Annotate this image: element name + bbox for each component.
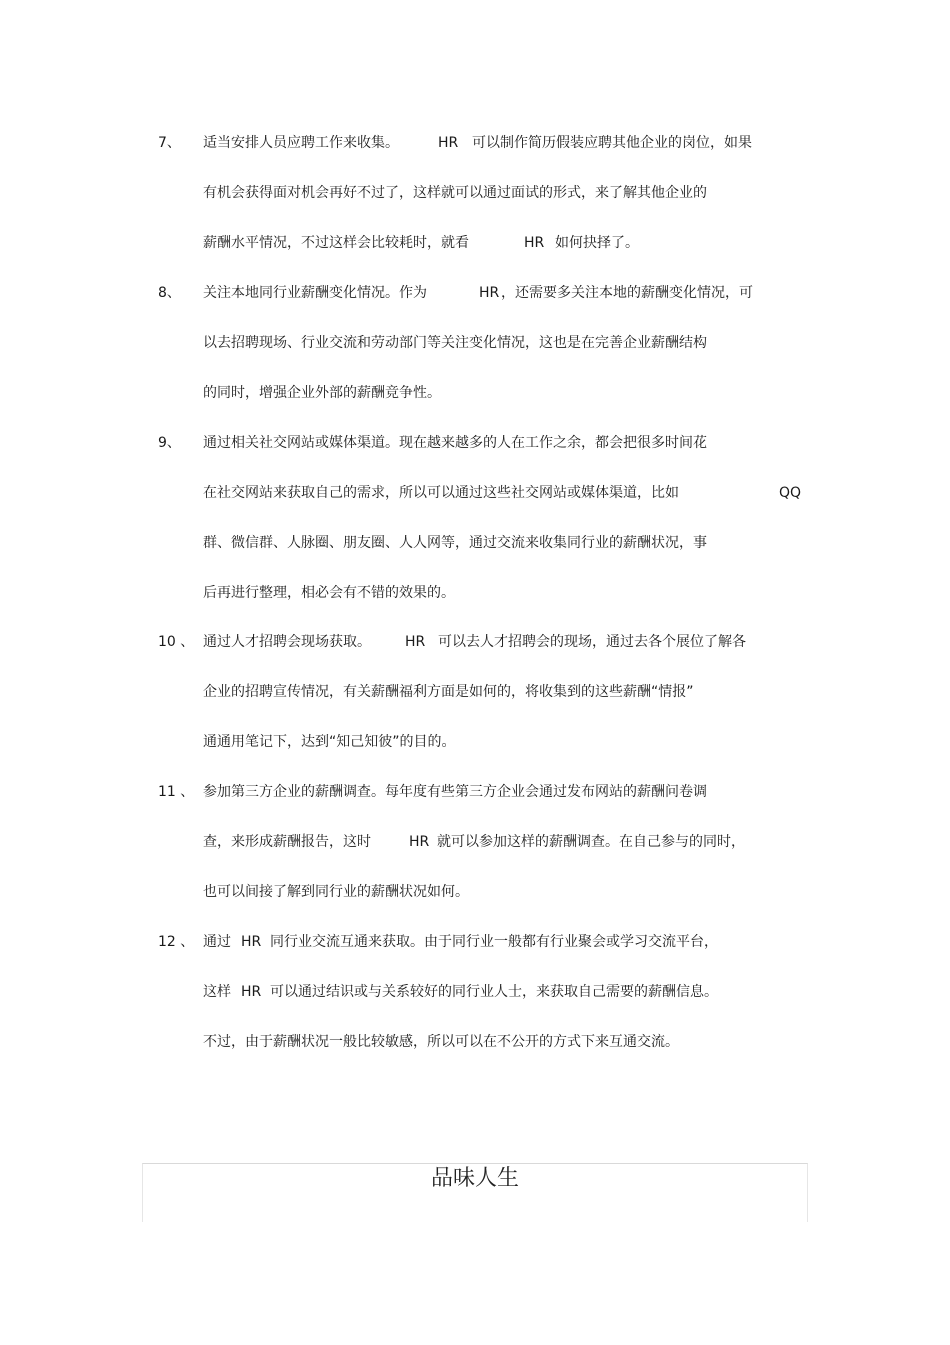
item-number: 8、: [158, 285, 181, 301]
text-segment: ，还需要多关注本地的薪酬变化情况，可: [501, 285, 753, 301]
text-segment: 就可以参加这样的薪酬调查。在自己参与的同时，: [437, 834, 745, 850]
text-segment: 查，来形成薪酬报告，这时: [203, 834, 371, 850]
text-segment: 关注本地同行业薪酬变化情况。作为: [203, 285, 427, 301]
text-segment: 如何抉择了。: [555, 235, 639, 251]
text-segment: 不过，由于薪酬状况一般比较敏感，所以可以在不公开的方式下来互通交流。: [203, 1034, 679, 1050]
item-number: 12 、: [158, 934, 195, 950]
text-segment: 可以去人才招聘会的现场，通过去各个展位了解各: [438, 634, 746, 650]
text-segment: 企业的招聘宣传情况，有关薪酬福利方面是如何的，将收集到的这些薪酬“情报”: [203, 684, 694, 700]
text-segment: HR: [241, 984, 262, 1000]
text-segment: 的同时，增强企业外部的薪酬竞争性。: [203, 385, 441, 401]
item-number: 9、: [158, 435, 181, 451]
text-segment: HR: [409, 834, 430, 850]
text-segment: 后再进行整理，相必会有不错的效果的。: [203, 585, 455, 601]
text-segment: 参加第三方企业的薪酬调查。每年度有些第三方企业会通过发布网站的薪酬问卷调: [203, 784, 707, 800]
text-segment: 通过: [203, 934, 231, 950]
text-segment: 可以通过结识或与关系较好的同行业人士，来获取自己需要的薪酬信息。: [270, 984, 718, 1000]
item-number: 10 、: [158, 634, 195, 650]
text-segment: HR: [524, 235, 545, 251]
text-segment: HR: [479, 285, 500, 301]
text-segment: HR: [438, 135, 459, 151]
text-segment: 通过人才招聘会现场获取。: [203, 634, 371, 650]
text-segment: 适当安排人员应聘工作来收集。: [203, 135, 399, 151]
text-segment: 薪酬水平情况，不过这样会比较耗时，就看: [203, 235, 469, 251]
text-segment: HR: [405, 634, 426, 650]
footer-title: 品味人生: [430, 1166, 519, 1191]
text-segment: 这样: [203, 984, 231, 1000]
text-segment: 以去招聘现场、行业交流和劳动部门等关注变化情况，这也是在完善企业薪酬结构: [203, 335, 707, 351]
text-segment: 也可以间接了解到同行业的薪酬状况如何。: [203, 884, 469, 900]
text-segment: 群、微信群、人脉圈、朋友圈、人人网等，通过交流来收集同行业的薪酬状况，事: [203, 535, 707, 551]
item-number: 11 、: [158, 784, 195, 800]
text-segment: QQ: [779, 485, 802, 501]
text-segment: 可以制作简历假装应聘其他企业的岗位，如果: [472, 135, 752, 151]
text-segment: 在社交网站来获取自己的需求，所以可以通过这些社交网站或媒体渠道，比如: [203, 485, 679, 501]
text-segment: HR: [241, 934, 262, 950]
text-segment: 有机会获得面对机会再好不过了，这样就可以通过面试的形式，来了解其他企业的: [203, 185, 707, 201]
item-number: 7、: [158, 135, 181, 151]
text-segment: 同行业交流互通来获取。由于同行业一般都有行业聚会或学习交流平台，: [270, 934, 718, 950]
text-segment: 通过相关社交网站或媒体渠道。现在越来越多的人在工作之余，都会把很多时间花: [203, 435, 707, 451]
text-segment: 通通用笔记下，达到“知己知彼”的目的。: [203, 734, 456, 750]
